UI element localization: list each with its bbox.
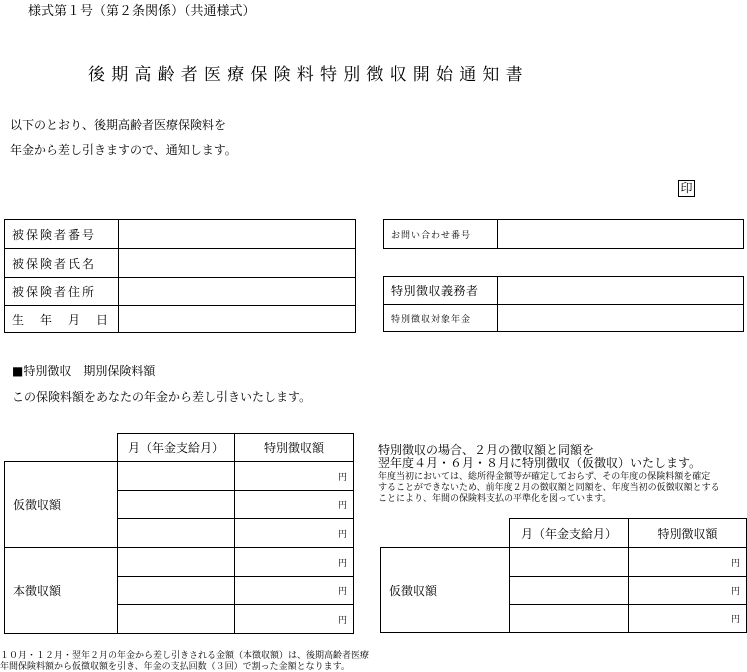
obligor-label: 特別徴収義務者 [384,277,498,305]
pension-label: 特別徴収対象年金 [384,305,498,332]
document-title: 後期高齢者医療保険料特別徴収開始通知書 [88,65,529,85]
period-amount-table [4,433,354,634]
provisional-label: 仮徴収額 [5,462,118,548]
note-small-2: することができないため、前年度２月の徴収額と同額を、年度当初の仮徴収額とする [378,483,720,493]
pension-value[interactable] [498,305,744,332]
month-cell[interactable] [118,462,235,491]
insured-number-row [5,220,356,249]
month-cell[interactable] [118,605,235,634]
inquiry-number-label: お問い合わせ番号 [384,220,498,249]
insured-number-value[interactable] [119,220,356,249]
amount-cell[interactable]: 円 [235,491,354,519]
section-description: この保険料額をあなたの年金から差し引きいたします。 [12,390,312,404]
obligor-table [383,276,744,332]
intro-line-2: 年金から差し引きますので、通知します。 [10,143,237,157]
col-amount-header: 特別徴収額 [629,519,747,548]
footer-line-2: 年間保険料額から仮徴収額を引き、年金の支払回数（３回）で割った金額となります。 [0,662,350,672]
amount-cell[interactable]: 円 [235,519,354,548]
table-row [5,462,354,491]
amount-cell[interactable]: 円 [629,577,747,605]
col-month-header: 月（年金支給月） [118,434,235,462]
inquiry-table [383,219,744,249]
insured-address-label: 被保険者住所 [5,278,119,306]
amount-cell[interactable]: 円 [235,462,354,491]
inquiry-number-value[interactable] [498,220,744,249]
provisional-label: 仮徴収額 [381,548,510,633]
insured-name-label: 被保険者氏名 [5,249,119,278]
form-number: 様式第１号（第２条関係）（共通様式） [28,4,256,19]
table-row [5,548,354,577]
insured-number-label: 被保険者番号 [5,220,119,249]
amount-cell[interactable]: 円 [235,548,354,577]
note-small-3: ことにより、年間の保険料支払の平準化を図っています。 [378,494,612,504]
amount-cell[interactable]: 円 [629,605,747,633]
month-cell[interactable] [118,548,235,577]
note-line-1: 特別徴収の場合、２月の徴収額と同額を [378,443,595,457]
amount-cell[interactable]: 円 [629,548,747,577]
amount-cell[interactable]: 円 [235,577,354,605]
provisional-amount-table [380,518,747,633]
month-cell[interactable] [118,519,235,548]
final-label: 本徴収額 [5,548,118,634]
month-cell[interactable] [510,548,629,577]
month-cell[interactable] [510,605,629,633]
birth-date-row [5,306,356,333]
obligor-value[interactable] [498,277,744,305]
section-title: ■特別徴収 期別保険料額 [12,364,156,378]
col-month-header: 月（年金支給月） [510,519,629,548]
insured-name-row [5,249,356,278]
seal-mark: 印 [678,180,695,197]
insured-info-table [4,219,356,333]
month-cell[interactable] [510,577,629,605]
insured-name-value[interactable] [119,249,356,278]
insured-address-row [5,278,356,306]
month-cell[interactable] [118,577,235,605]
col-amount-header: 特別徴収額 [235,434,354,462]
footer-line-1: １０月・１２月・翌年２月の年金から差し引きされる金額（本徴収額）は、後期高齢者医療 [0,651,370,661]
amount-cell[interactable]: 円 [235,605,354,634]
birth-date-value[interactable] [119,306,356,333]
birth-date-label: 生 年 月 日 [5,306,119,333]
insured-address-value[interactable] [119,278,356,306]
month-cell[interactable] [118,491,235,519]
table-row [381,548,747,577]
intro-line-1: 以下のとおり、後期高齢者医療保険料を [10,118,227,132]
note-line-2: 翌年度４月・６月・８月に特別徴収（仮徴収）いたします。 [378,456,702,470]
table-header-row [5,434,354,462]
note-small-1: 年度当初においては、総所得金額等が確定しておらず、その年度の保険料額を確定 [378,472,711,482]
table-header-row [381,519,747,548]
